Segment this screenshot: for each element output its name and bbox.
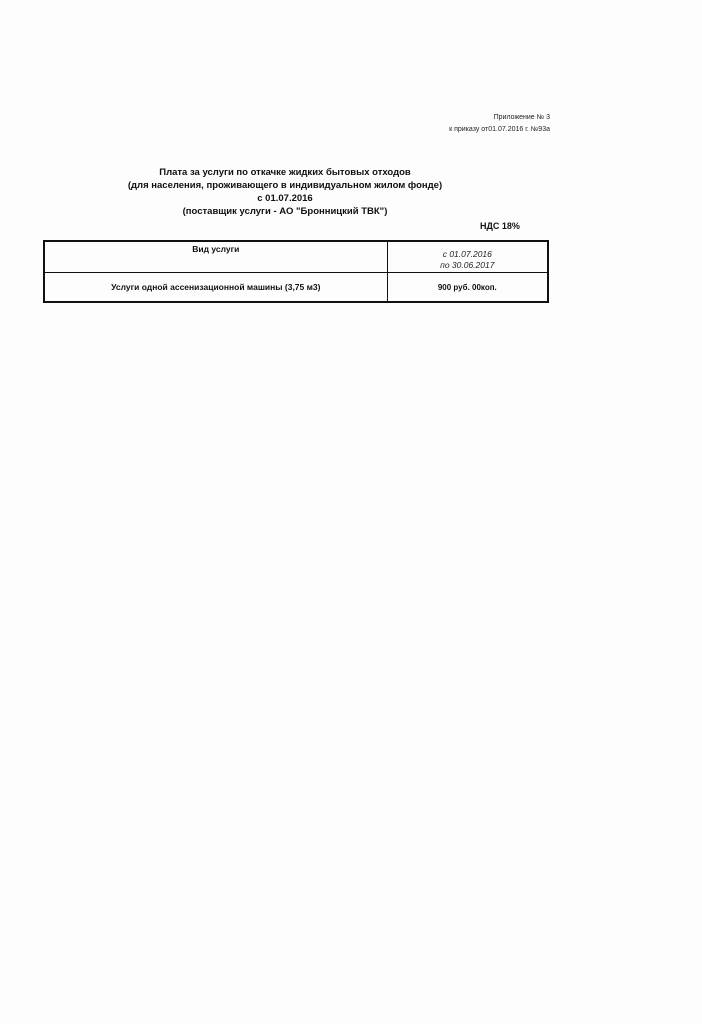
appendix-number: Приложение № 3 <box>493 114 550 121</box>
tariff-table <box>43 240 549 303</box>
table-header-row <box>44 241 548 273</box>
title-line-1: Плата за услуги по откачке жидких бытовых отходов <box>159 167 411 178</box>
vat-note: НДС 18% <box>480 221 520 231</box>
document-title <box>120 166 450 218</box>
title-line-2: (для населения, проживающего в индивидуальном жилом фонде) <box>127 180 443 191</box>
table-row <box>44 273 548 303</box>
title-line-4: (поставщик услуги - АО "Бронницкий ТВК") <box>182 206 388 217</box>
appendix-note <box>449 112 550 136</box>
header-service: Вид услуги <box>44 241 387 273</box>
title-line-3: с 01.07.2016 <box>257 193 313 204</box>
row-price: 900 руб. 00коп. <box>387 273 548 303</box>
appendix-order-reference: к приказу от01.07.2016 г. №93а <box>449 126 550 133</box>
row-service: Услуги одной ассенизационной машины (3,75 м3) <box>44 273 387 303</box>
header-period-from: с 01.07.2016 <box>442 249 492 259</box>
header-period <box>387 241 548 273</box>
header-period-to: по 30.06.2017 <box>440 260 495 270</box>
